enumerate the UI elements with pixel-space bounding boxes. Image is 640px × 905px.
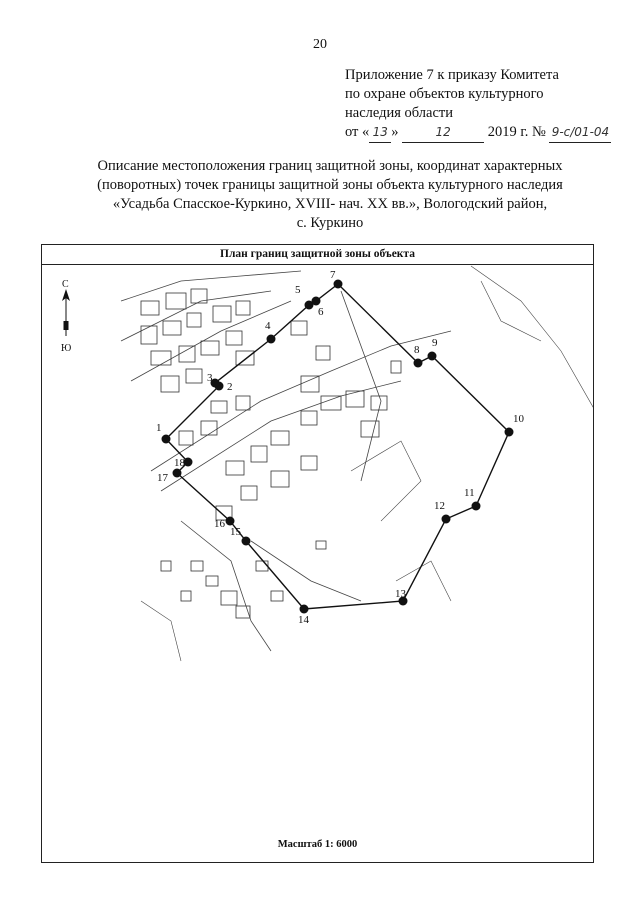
appendix-line-3: наследия области: [345, 105, 454, 121]
protection-zone-boundary: [156, 269, 525, 626]
boundary-point-12: [442, 515, 451, 524]
boundary-point-17: [173, 469, 182, 478]
page-number: 20: [313, 37, 327, 52]
boundary-point-label-10: 10: [513, 413, 524, 425]
appendix-line-2: по охране объектов культурного: [345, 86, 544, 102]
title-line-3: «Усадьба Спасское-Куркино, XVIII- нач. XX вв.», Вологодский район,: [112, 196, 548, 212]
appendix-block: [345, 66, 611, 143]
boundary-point-6: [312, 297, 321, 306]
boundary-point-label-15: 15: [230, 526, 241, 538]
boundary-point-11: [472, 502, 481, 511]
appendix-line-1: Приложение 7 к приказу Комитета: [345, 67, 559, 83]
boundary-point-label-7: 7: [330, 269, 336, 281]
compass-south-label: Ю: [61, 343, 72, 354]
map-canvas: [42, 245, 593, 862]
boundary-point-9: [428, 352, 437, 361]
boundary-point-label-12: 12: [434, 500, 445, 512]
boundary-point-label-4: 4: [265, 320, 271, 332]
date-month: 12: [402, 123, 484, 143]
boundary-point-label-2: 2: [227, 381, 233, 393]
date-prefix: от «: [345, 124, 370, 140]
title-line-2: (поворотных) точек границы защитной зоны объекта культурного наследия: [97, 177, 563, 193]
boundary-point-label-8: 8: [414, 344, 420, 356]
boundary-point-10: [505, 428, 514, 437]
boundary-point-15: [242, 537, 251, 546]
boundary-point-14: [300, 605, 309, 614]
title-line-1: Описание местоположения границ защитной зоны, координат характерных: [97, 158, 563, 174]
boundary-point-16: [226, 517, 235, 526]
document-title: [60, 157, 600, 233]
order-number: 9-с/01-04: [549, 123, 611, 143]
boundary-point-label-17: 17: [157, 472, 168, 484]
boundary-point-8: [414, 359, 423, 368]
boundary-point-label-13: 13: [395, 588, 406, 600]
boundary-point-label-14: 14: [298, 614, 309, 626]
boundary-point-label-9: 9: [432, 337, 438, 349]
boundary-point-1: [162, 435, 171, 444]
date-sep: »: [391, 124, 399, 140]
appendix-date-line: [345, 123, 611, 143]
date-day: 13: [369, 123, 391, 143]
boundary-point-label-6: 6: [318, 306, 324, 318]
map-title: План границ защитной зоны объекта: [220, 248, 415, 260]
title-line-4: с. Куркино: [296, 215, 364, 231]
map-frame: [41, 244, 594, 863]
boundary-point-label-18: 18: [174, 457, 185, 469]
boundary-point-label-11: 11: [464, 487, 475, 499]
boundary-point-label-3: 3: [207, 372, 213, 384]
compass-north-label: С: [62, 279, 69, 290]
date-year: 2019 г. №: [487, 124, 546, 140]
boundary-point-label-1: 1: [156, 422, 162, 434]
north-arrow-icon: [61, 279, 71, 354]
boundary-point-label-5: 5: [295, 284, 301, 296]
map-scale: Масштаб 1: 6000: [277, 839, 358, 850]
boundary-point-label-16: 16: [214, 518, 225, 530]
boundary-point-4: [267, 335, 276, 344]
